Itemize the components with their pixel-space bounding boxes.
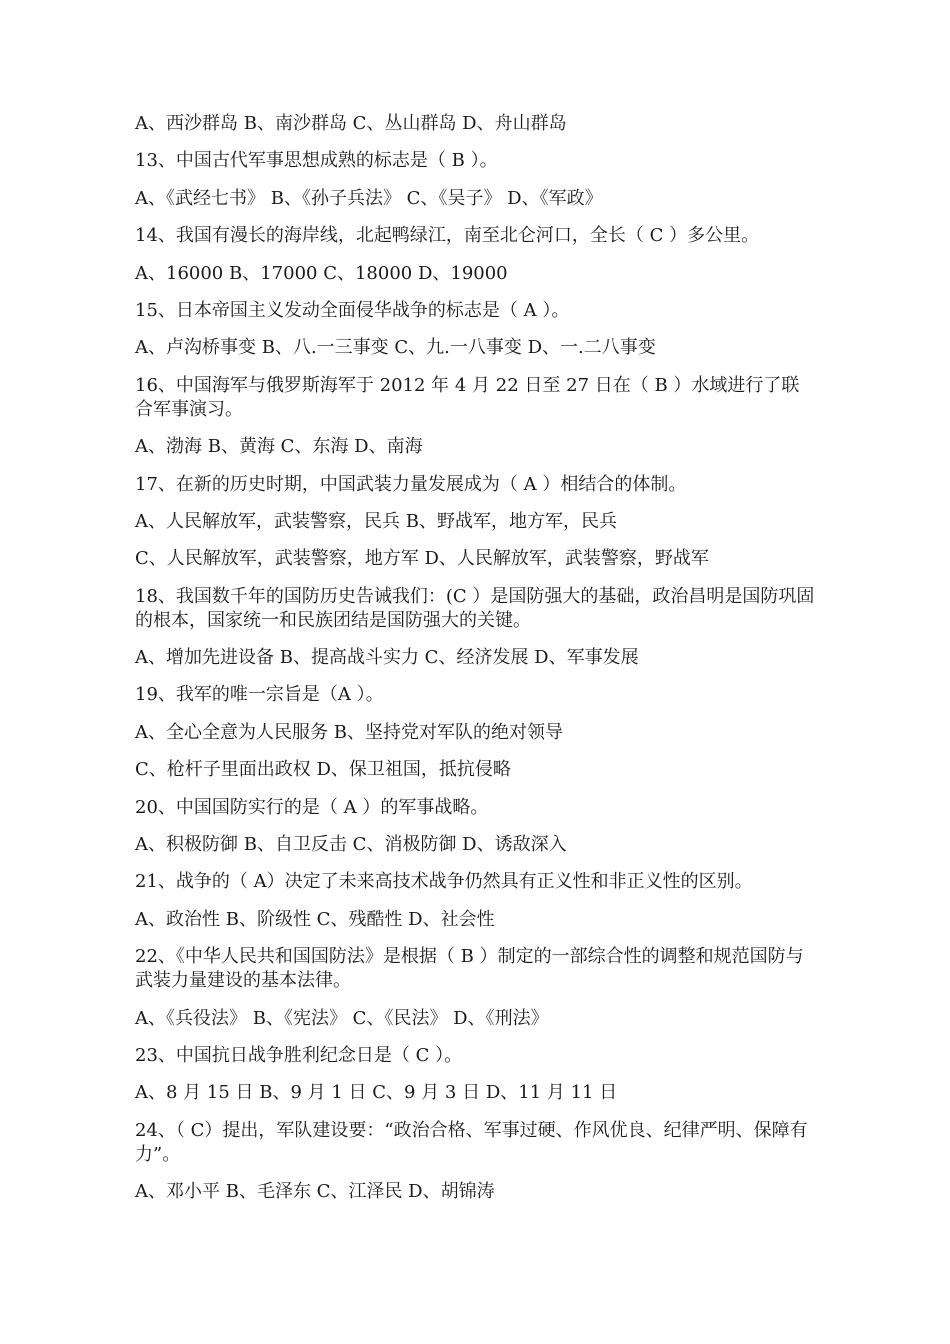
answer-options-line: A、积极防御 B、自卫反击 C、消极防御 D、诱敌深入 [135, 834, 567, 856]
question-line: 23、中国抗日战争胜利纪念日是（ C ）。 [135, 1044, 463, 1066]
answer-options-line: A、人民解放军，武装警察，民兵 B、野战军，地方军，民兵 [135, 510, 617, 532]
question-line: 16、中国海军与俄罗斯海军于 2012 年 4 月 22 日至 27 日在（ B ）水域进行了联合军事演习。 [135, 374, 800, 420]
answer-options-line: C、人民解放军，武装警察，地方军 D、人民解放军，武装警察，野战军 [135, 548, 709, 570]
question-line: 20、中国国防实行的是（ A ）的军事战略。 [135, 796, 489, 818]
question-line: 14、我国有漫长的海岸线，北起鸭绿江，南至北仑河口，全长（ C ）多公里。 [135, 225, 760, 247]
question-line: 24、（ C）提出，军队建设要：“政治合格、军事过硬、作风优良、纪律严明、保障有力”。 [135, 1119, 808, 1165]
answer-options-line: A、卢沟桥事变 B、八.一三事变 C、九.一八事变 D、一.二八事变 [135, 337, 656, 359]
answer-options-line: A、政治性 B、阶级性 C、残酷性 D、社会性 [135, 908, 495, 930]
question-line: 17、在新的历史时期，中国武装力量发展成为（ A ）相结合的体制。 [135, 473, 687, 495]
answer-options-line: C、枪杆子里面出政权 D、保卫祖国，抵抗侵略 [135, 759, 511, 781]
document-body [135, 112, 815, 1204]
question-line: 18、我国数千年的国防历史告诫我们：(C ）是国防强大的基础，政治昌明是国防巩固的根本，国家统一和民族团结是国防强大的关键。 [135, 585, 815, 631]
answer-options-line: A、8 月 15 日 B、9 月 1 日 C、9 月 3 日 D、11 月 11 日 [135, 1082, 618, 1104]
answer-options-line: A、16000 B、17000 C、18000 D、19000 [135, 262, 508, 284]
answer-options-line: A、渤海 B、黄海 C、东海 D、南海 [135, 436, 423, 458]
question-line: 22、《中华人民共和国国防法》是根据（ B ）制定的一部综合性的调整和规范国防与武装力量建设的基本法律。 [135, 946, 804, 992]
answer-options-line: A、增加先进设备 B、提高战斗实力 C、经济发展 D、军事发展 [135, 647, 639, 669]
answer-options-line: A、邓小平 B、毛泽东 C、江泽民 D、胡锦涛 [135, 1181, 495, 1203]
question-line: 19、我军的唯一宗旨是（A ）。 [135, 684, 384, 706]
answer-options-line: A、全心全意为人民服务 B、坚持党对军队的绝对领导 [135, 721, 563, 743]
question-line: 13、中国古代军事思想成熟的标志是（ B ）。 [135, 150, 498, 172]
answer-options-line: A、《兵役法》 B、《宪法》 C、《民法》 D、《刑法》 [135, 1007, 549, 1029]
answer-options-line: A、西沙群岛 B、南沙群岛 C、丛山群岛 D、舟山群岛 [135, 113, 567, 134]
question-line: 21、战争的（ A）决定了未来高技术战争仍然具有正义性和非正义性的区别。 [135, 871, 753, 893]
answer-options-line: A、《武经七书》 B、《孙子兵法》 C、《吴子》 D、《军政》 [135, 187, 603, 209]
question-line: 15、日本帝国主义发动全面侵华战争的标志是（ A ）。 [135, 299, 570, 321]
